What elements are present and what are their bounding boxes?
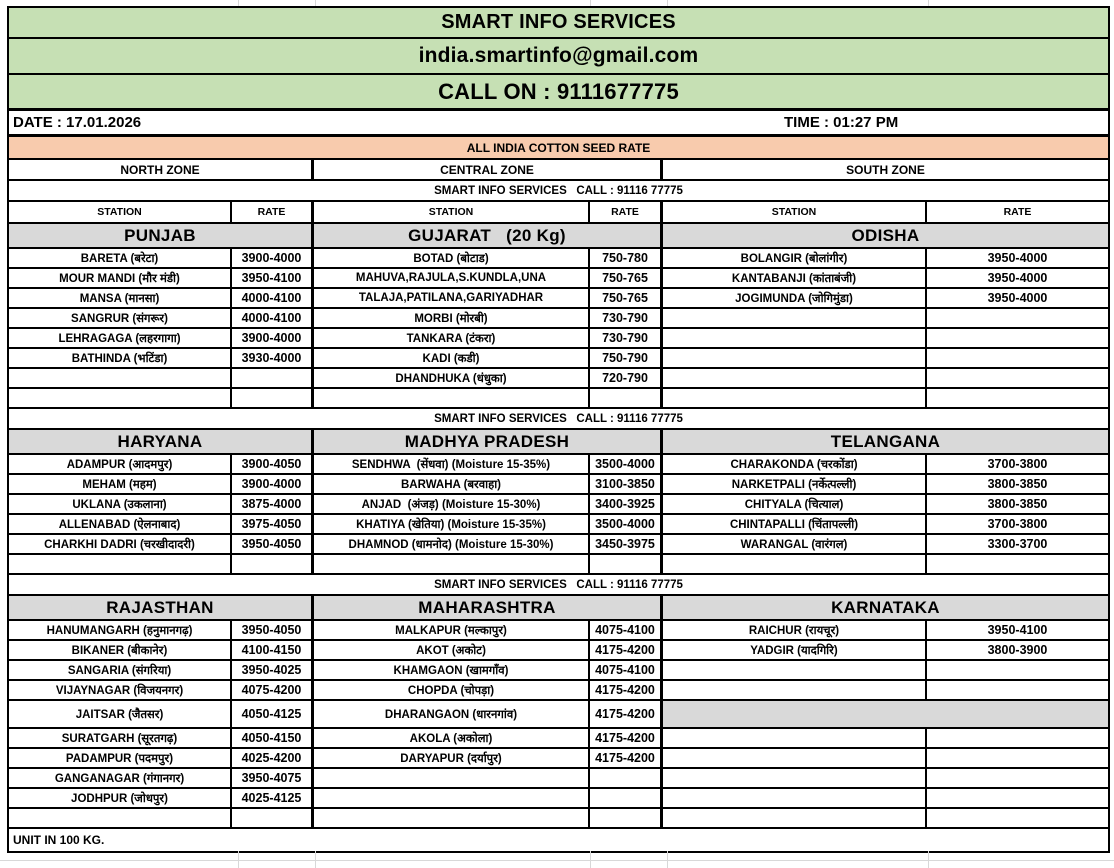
rate-cell: 3950-4050 — [232, 621, 314, 639]
station-cell — [663, 389, 927, 407]
rate-card-table — [7, 6, 1110, 853]
rate-cell: 4075-4100 — [590, 621, 663, 639]
rate-cell: 730-790 — [590, 329, 663, 347]
state-header-rajasthan: RAJASTHAN — [9, 596, 314, 619]
table-row — [9, 369, 1108, 389]
table-row — [9, 349, 1108, 369]
rate-cell: 750-765 — [590, 269, 663, 287]
rate-column-header: RATE — [232, 202, 314, 222]
spreadsheet-gridline — [590, 0, 591, 6]
station-cell — [9, 555, 232, 573]
station-cell: DHARANGAON (धारनगांव) — [314, 701, 590, 727]
rate-cell: 4075-4100 — [590, 661, 663, 679]
spreadsheet-gridline — [0, 860, 1114, 861]
rate-cell: 4075-4200 — [232, 681, 314, 699]
station-cell: PADAMPUR (पदमपुर) — [9, 749, 232, 767]
station-cell: TALAJA,PATILANA,GARIYADHAR — [314, 289, 590, 307]
state-header-odisha: ODISHA — [663, 224, 1108, 247]
station-cell: KHAMGAON (खामगाँव) — [314, 661, 590, 679]
station-cell — [663, 789, 927, 807]
call-banner: CALL ON : 9111677775 — [9, 75, 1108, 111]
station-cell: DHANDHUKA (धंधुका) — [314, 369, 590, 387]
zone-header-north: NORTH ZONE — [9, 160, 314, 179]
station-cell — [9, 809, 232, 827]
table-row — [9, 661, 1108, 681]
station-cell: BOLANGIR (बोलांगीर) — [663, 249, 927, 267]
station-cell: SURATGARH (सूरतगढ़) — [9, 729, 232, 747]
table-row — [9, 289, 1108, 309]
rate-cell — [927, 769, 1108, 787]
station-cell: SENDHWA (सेंधवा) (Moisture 15-35%) — [314, 455, 590, 473]
rate-cell — [927, 729, 1108, 747]
rate-cell: 4175-4200 — [590, 641, 663, 659]
table-row — [9, 475, 1108, 495]
rate-cell — [590, 769, 663, 787]
rate-cell: 4050-4125 — [232, 701, 314, 727]
station-cell: MANSA (मानसा) — [9, 289, 232, 307]
table-row — [9, 455, 1108, 475]
station-cell: CHOPDA (चोपड़ा) — [314, 681, 590, 699]
rate-cell: 3100-3850 — [590, 475, 663, 493]
unit-note: UNIT IN 100 KG. — [13, 833, 105, 847]
station-cell: GANGANAGAR (गंगानगर) — [9, 769, 232, 787]
rate-cell: 3950-4100 — [232, 269, 314, 287]
station-cell — [314, 555, 590, 573]
rate-cell — [590, 555, 663, 573]
rate-cell: 3500-4000 — [590, 455, 663, 473]
station-cell — [314, 389, 590, 407]
station-cell: CHINTAPALLI (चिंतापल्ली) — [663, 515, 927, 533]
station-cell: MEHAM (महम) — [9, 475, 232, 493]
rate-cell — [927, 749, 1108, 767]
station-cell: YADGIR (यादगिरि) — [663, 641, 927, 659]
table-row — [9, 769, 1108, 789]
station-column-header: STATION — [663, 202, 927, 222]
station-column-header: STATION — [314, 202, 590, 222]
station-cell: HANUMANGARH (हनुमानगढ़) — [9, 621, 232, 639]
station-cell: KADI (कडी) — [314, 349, 590, 367]
station-cell — [663, 349, 927, 367]
station-cell: BARWAHA (बरवाहा) — [314, 475, 590, 493]
state-header-karnataka: KARNATAKA — [663, 596, 1108, 619]
rate-cell: 3950-4000 — [987, 271, 1048, 285]
station-cell: SANGARIA (संगरिया) — [9, 661, 232, 679]
table-row — [9, 535, 1108, 555]
rate-cell — [927, 389, 1108, 407]
rate-cell: 750-790 — [590, 349, 663, 367]
station-column-header: STATION — [9, 202, 232, 222]
table-row — [9, 809, 1108, 829]
rate-cell: 4025-4200 — [232, 749, 314, 767]
rate-cell: 3975-4050 — [232, 515, 314, 533]
station-cell — [663, 555, 927, 573]
rate-cell — [590, 809, 663, 827]
table-row — [9, 729, 1108, 749]
company-title: SMART INFO SERVICES — [9, 8, 1108, 39]
station-cell — [663, 681, 927, 699]
spreadsheet-gridline — [667, 0, 668, 6]
state-header-row — [9, 430, 1108, 455]
rate-cell: 3930-4000 — [232, 349, 314, 367]
state-header-madhya: MADHYA PRADESH — [314, 430, 663, 453]
station-cell: SANGRUR (संगरूर) — [9, 309, 232, 327]
station-cell: ANJAD (अंजड़) (Moisture 15-30%) — [314, 495, 590, 513]
separator-row: SMART INFO SERVICES CALL : 91116 77775 — [9, 409, 1108, 430]
rate-cell: 4025-4125 — [232, 789, 314, 807]
station-cell: VIJAYNAGAR (विजयनगर) — [9, 681, 232, 699]
rate-cell — [927, 661, 1108, 679]
station-cell — [663, 309, 927, 327]
station-cell: AKOT (अकोट) — [314, 641, 590, 659]
rate-cell: 3900-4000 — [232, 249, 314, 267]
rate-cell: 730-790 — [590, 309, 663, 327]
station-cell — [314, 809, 590, 827]
rate-cell — [590, 389, 663, 407]
station-cell: UKLANA (उकलाना) — [9, 495, 232, 513]
date-time-row — [9, 111, 1108, 137]
station-cell: MORBI (मोरबी) — [314, 309, 590, 327]
rate-column-header: RATE — [1003, 206, 1032, 218]
spreadsheet-gridline — [928, 0, 929, 6]
rate-cell: 750-765 — [590, 289, 663, 307]
station-cell: TANKARA (टंकरा) — [314, 329, 590, 347]
column-header-row — [9, 202, 1108, 224]
rate-cell: 4175-4200 — [590, 729, 663, 747]
table-row — [9, 789, 1108, 809]
station-cell: BATHINDA (भटिंडा) — [9, 349, 232, 367]
rate-cell: 3900-4000 — [232, 329, 314, 347]
zone-header-central: CENTRAL ZONE — [314, 160, 663, 179]
state-header-haryana: HARYANA — [9, 430, 314, 453]
station-cell: JAITSAR (जैतसर) — [9, 701, 232, 727]
table-row — [9, 641, 1108, 661]
station-cell — [663, 809, 927, 827]
station-cell: CHARKHI DADRI (चरखीदादरी) — [9, 535, 232, 553]
rate-cell — [927, 809, 1108, 827]
spreadsheet-gridline — [315, 0, 316, 6]
rate-cell: 720-790 — [590, 369, 663, 387]
station-cell — [663, 729, 927, 747]
station-cell — [663, 661, 927, 679]
rate-cell: 4000-4100 — [232, 309, 314, 327]
station-cell: JODHPUR (जोधपुर) — [9, 789, 232, 807]
separator-row: SMART INFO SERVICES CALL : 91116 77775 — [9, 181, 1108, 202]
state-header-row — [9, 596, 1108, 621]
station-cell — [663, 329, 927, 347]
separator-row: SMART INFO SERVICES CALL : 91116 77775 — [9, 575, 1108, 596]
station-cell: BARETA (बरेटा) — [9, 249, 232, 267]
station-cell: JOGIMUNDA (जोगिमुंडा) — [663, 289, 927, 307]
station-cell — [314, 769, 590, 787]
rate-cell: 3950-4100 — [987, 623, 1048, 637]
station-cell: CHITYALA (चित्याल) — [663, 495, 927, 513]
station-cell: MAHUVA,RAJULA,S.KUNDLA,UNA — [314, 269, 590, 287]
station-cell: BOTAD (बोटाड) — [314, 249, 590, 267]
rate-cell: 3875-4000 — [232, 495, 314, 513]
rate-cell — [927, 789, 1108, 807]
table-row — [9, 515, 1108, 535]
station-cell: MALKAPUR (मल्कापुर) — [314, 621, 590, 639]
table-row — [9, 555, 1108, 575]
station-cell: ADAMPUR (आदमपुर) — [9, 455, 232, 473]
zone-header-row — [9, 160, 1108, 181]
rate-blocks — [9, 181, 1108, 829]
station-cell — [314, 789, 590, 807]
table-row — [9, 621, 1108, 641]
station-cell: WARANGAL (वारंगल) — [663, 535, 927, 553]
rate-cell: 3950-4000 — [987, 251, 1048, 265]
table-row — [9, 701, 1108, 729]
rate-cell: 3700-3800 — [987, 457, 1048, 471]
station-cell: KHATIYA (खेतिया) (Moisture 15-35%) — [314, 515, 590, 533]
company-email: india.smartinfo@gmail.com — [9, 39, 1108, 75]
table-row — [9, 389, 1108, 409]
rate-column-header: RATE — [590, 202, 663, 222]
rate-cell: 3700-3800 — [987, 517, 1048, 531]
rate-cell: 4175-4200 — [590, 681, 663, 699]
table-row — [9, 309, 1108, 329]
rate-cell: 3400-3925 — [590, 495, 663, 513]
date-label: DATE : 17.01.2026 — [13, 114, 142, 131]
zone-header-south: SOUTH ZONE — [846, 162, 925, 177]
rate-cell: 3800-3900 — [987, 643, 1048, 657]
empty-gray-band — [663, 701, 1108, 727]
table-row — [9, 249, 1108, 269]
station-cell — [663, 369, 927, 387]
rate-cell: 3500-4000 — [590, 515, 663, 533]
station-cell — [9, 369, 232, 387]
rate-cell — [232, 809, 314, 827]
station-cell: NARKETPALI (नर्केत्पल्ली) — [663, 475, 927, 493]
table-row — [9, 329, 1108, 349]
rate-cell: 3800-3850 — [987, 497, 1048, 511]
station-cell: RAICHUR (रायचूर) — [663, 621, 927, 639]
rate-cell: 3950-4050 — [232, 535, 314, 553]
table-row — [9, 495, 1108, 515]
rate-cell — [232, 369, 314, 387]
state-header-maharashtra: MAHARASHTRA — [314, 596, 663, 619]
rate-cell — [232, 389, 314, 407]
station-cell: ALLENABAD (ऐलनाबाद) — [9, 515, 232, 533]
table-row — [9, 681, 1108, 701]
station-cell: KANTABANJI (कांताबंजी) — [663, 269, 927, 287]
rate-cell — [927, 309, 1108, 327]
rate-cell: 4175-4200 — [590, 749, 663, 767]
station-cell: DHAMNOD (धामनोद) (Moisture 15-30%) — [314, 535, 590, 553]
rate-cell: 3950-4025 — [232, 661, 314, 679]
rate-cell: 4100-4150 — [232, 641, 314, 659]
rate-cell: 750-780 — [590, 249, 663, 267]
rate-cell: 3450-3975 — [590, 535, 663, 553]
station-cell: DARYAPUR (दर्यापुर) — [314, 749, 590, 767]
rate-cell — [927, 329, 1108, 347]
rate-cell — [927, 681, 1108, 699]
state-header-telangana: TELANGANA — [663, 430, 1108, 453]
rate-cell: 3950-4075 — [232, 769, 314, 787]
state-header-gujarat: GUJARAT (20 Kg) — [314, 224, 663, 247]
rate-cell: 4050-4150 — [232, 729, 314, 747]
table-row — [9, 749, 1108, 769]
station-cell: MOUR MANDI (मौर मंडी) — [9, 269, 232, 287]
station-cell — [663, 769, 927, 787]
station-cell: CHARAKONDA (चरकोंडा) — [663, 455, 927, 473]
rate-cell — [927, 349, 1108, 367]
rate-cell — [590, 789, 663, 807]
station-cell — [9, 389, 232, 407]
rate-cell: 4175-4200 — [590, 701, 663, 727]
state-header-row — [9, 224, 1108, 249]
rate-cell: 3800-3850 — [987, 477, 1048, 491]
state-header-punjab: PUNJAB — [9, 224, 314, 247]
rate-cell: 3900-4050 — [232, 455, 314, 473]
spreadsheet-gridline — [238, 0, 239, 6]
rate-cell — [927, 555, 1108, 573]
time-label: TIME : 01:27 PM — [784, 114, 899, 131]
all-india-banner: ALL INDIA COTTON SEED RATE — [9, 137, 1108, 160]
station-cell — [663, 749, 927, 767]
station-cell: BIKANER (बीकानेर) — [9, 641, 232, 659]
rate-cell: 3950-4000 — [987, 291, 1048, 305]
table-row — [9, 269, 1108, 289]
rate-cell: 4000-4100 — [232, 289, 314, 307]
station-cell: LEHRAGAGA (लहरगागा) — [9, 329, 232, 347]
rate-cell: 3900-4000 — [232, 475, 314, 493]
rate-cell — [927, 369, 1108, 387]
rate-cell: 3300-3700 — [987, 537, 1048, 551]
rate-cell — [232, 555, 314, 573]
station-cell: AKOLA (अकोला) — [314, 729, 590, 747]
